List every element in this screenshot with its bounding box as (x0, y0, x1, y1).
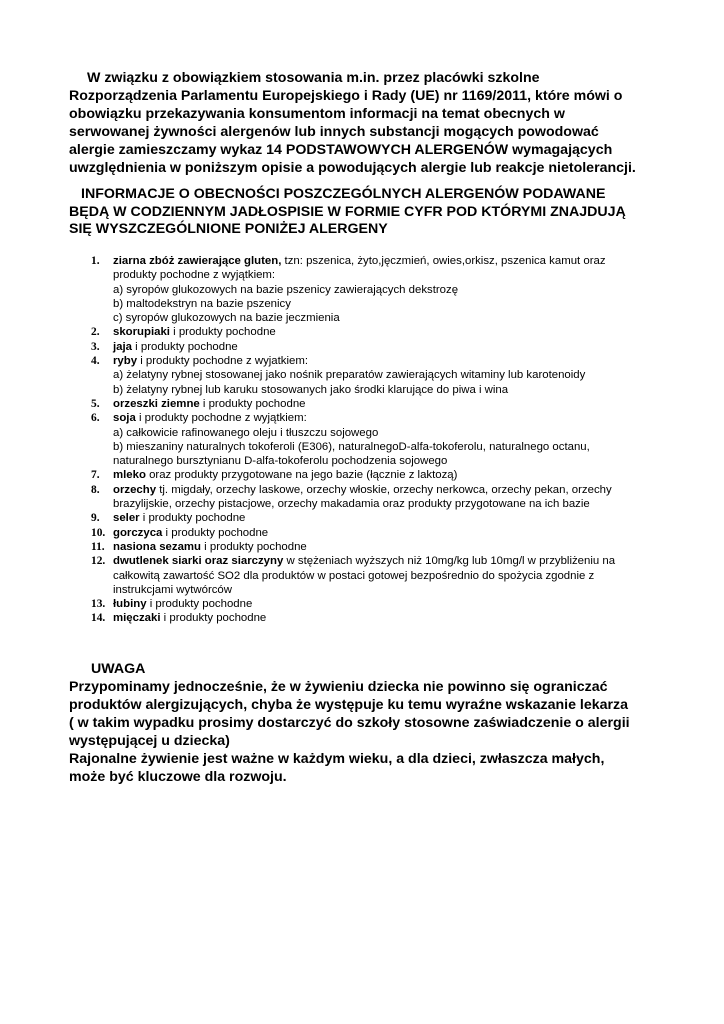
intro-line: Rozporządzenia Parlamentu Europejskiego i Rady (UE) nr 1169/2011, które mówi o (69, 88, 623, 104)
allergen-name: seler (113, 512, 140, 525)
intro-line: obowiązku przekazywania konsumentom informacji na temat obecnych w (69, 106, 565, 122)
intro-line: alergie zamieszczamy wykaz 14 PODSTAWOWYCH ALERGENÓW wymagających (69, 142, 613, 158)
info-heading (69, 186, 669, 239)
allergen-item (69, 468, 669, 482)
allergen-name: skorupiaki (113, 326, 170, 339)
allergen-item (69, 554, 669, 597)
allergen-number: 14. (91, 612, 106, 625)
allergen-description: i produkty pochodne (162, 526, 269, 539)
allergen-detail-line: a) żelatyny rybnej stosowanej jako nośnik preparatów zawierających witaminy lub karotenoidy (113, 369, 586, 382)
allergen-number: 6. (91, 412, 100, 425)
allergen-item (69, 597, 669, 611)
uwaga-line: ( w takim wypadku prosimy dostarczyć do szkoły stosowne zaświadczenie o alergii (69, 715, 630, 731)
allergen-description: tj. migdały, orzechy laskowe, orzechy włoskie, orzechy nerkowca, orzechy pekan, orzechy (156, 483, 612, 496)
allergen-item (69, 540, 669, 554)
allergen-item (69, 511, 669, 525)
allergen-description: i produkty pochodne z wyjątkiem: (135, 412, 307, 425)
allergen-name: jaja (113, 340, 132, 353)
allergen-name: orzeszki ziemne (113, 397, 200, 410)
allergen-name: orzechy (113, 483, 157, 496)
allergen-number: 1. (91, 255, 100, 267)
allergen-item (69, 483, 669, 512)
uwaga-line: występującej u dziecka) (69, 733, 230, 749)
allergen-item (69, 325, 669, 339)
uwaga-line: może być kluczowe dla rozwoju. (69, 769, 287, 785)
allergen-description: w stężeniach wyższych niż 10mg/kg lub 10mg/l w przybliżeniu na (283, 555, 616, 568)
allergen-item (69, 340, 669, 354)
allergen-detail-line: brazylijskie, orzechy pistacjowe, orzechy makadamia oraz produkty przygotowane na ich bazie (113, 498, 590, 511)
allergen-detail-line: naturalnego bursztynianu D-alfa-tokoferolu pochodzenia sojowego (113, 455, 448, 468)
intro-line: serwowanej żywności alergenów lub innych substancji mogących powodować (69, 124, 599, 140)
allergen-item (69, 397, 669, 411)
uwaga-paragraph (69, 678, 689, 786)
allergen-name: ryby (113, 355, 138, 368)
allergen-detail-line: a) syropów glukozowych na bazie pszenicy zawierających dekstrozę (113, 283, 459, 296)
uwaga-line: produktów alergizujących, chyba że występuje ku temu wyraźne wskazanie lekarza (69, 697, 629, 713)
allergen-detail-line: produkty pochodne z wyjątkiem: (113, 269, 276, 282)
allergen-detail-line: b) żelatyny rybnej lub karuku stosowanych jako środki klarujące do piwa i wina (113, 383, 509, 396)
allergen-number: 3. (91, 340, 100, 353)
allergen-name: nasiona sezamu (113, 540, 201, 553)
uwaga-line: Rajonalne żywienie jest ważne w każdym wieku, a dla dzieci, zwłaszcza małych, (69, 751, 605, 767)
allergen-item (69, 254, 669, 325)
allergen-description: i produkty pochodne (132, 340, 238, 353)
allergen-name: ziarna zbóż zawierające gluten, (113, 255, 282, 267)
allergen-description: i produkty pochodne (160, 612, 267, 625)
allergen-number: 8. (91, 483, 100, 496)
allergen-description: i produkty pochodne z wyjatkiem: (137, 355, 309, 368)
allergen-number: 4. (91, 355, 100, 368)
allergen-description: oraz produkty przygotowane na jego bazie (łącznie z laktozą) (145, 469, 458, 482)
intro-line: W związku z obowiązkiem stosowania m.in. przez placówki szkolne (87, 70, 540, 86)
allergen-number: 2. (91, 326, 100, 339)
allergen-number: 11. (91, 540, 105, 553)
allergen-number: 13. (91, 598, 106, 611)
allergen-name: łubiny (113, 598, 147, 611)
intro-line: uwzględnienia w poniższym opisie a powodujących alergie lub reakcje nietolerancji. (69, 160, 636, 176)
allergen-item (69, 354, 669, 397)
info-heading-line: INFORMACJE O OBECNOŚCI POSZCZEGÓLNYCH ALERGENÓW PODAWANE (81, 186, 606, 202)
allergen-detail-line: instrukcjami wytwórców (113, 583, 232, 596)
allergen-number: 12. (91, 555, 106, 568)
allergen-description: i produkty pochodne (146, 598, 253, 611)
allergen-detail-line: a) całkowicie rafinowanego oleju i tłuszczu sojowego (113, 426, 379, 439)
allergen-detail-line: b) maltodekstryn na bazie pszenicy (113, 297, 291, 310)
allergen-description: i produkty pochodne (199, 397, 306, 410)
allergen-number: 9. (91, 512, 100, 525)
allergen-name: mleko (113, 469, 146, 482)
allergen-list (69, 254, 669, 626)
allergen-detail-line: b) mieszaniny naturalnych tokoferoli (E306), naturalnegoD-alfa-tokoferolu, naturalnego octanu, (113, 440, 590, 453)
allergen-description: i produkty pochodne (201, 540, 307, 553)
allergen-number: 7. (91, 469, 100, 482)
allergen-name: mięczaki (113, 612, 161, 625)
allergen-item (69, 411, 669, 468)
allergen-description: i produkty pochodne (169, 326, 276, 339)
allergen-description: i produkty pochodne (139, 512, 246, 525)
uwaga-title: UWAGA (91, 661, 146, 677)
allergen-description: tzn: pszenica, żyto,jęczmień, owies,orkisz, pszenica kamut oraz (281, 255, 606, 267)
allergen-name: dwutlenek siarki oraz siarczyny (113, 555, 284, 568)
allergen-name: soja (113, 412, 136, 425)
allergen-number: 10. (91, 526, 106, 539)
allergen-detail-line: c) syropów glukozowych na bazie jeczmienia (113, 312, 340, 325)
info-heading-line: SIĘ WYSZCZEGÓLNIONE PONIŻEJ ALERGENY (69, 221, 388, 237)
allergen-item (69, 526, 669, 540)
allergen-item (69, 611, 669, 625)
allergen-detail-line: całkowitą zawartość SO2 dla produktów w postaci gotowej bezpośrednio do spożycia zgodnie z (113, 569, 595, 582)
intro-paragraph (69, 69, 669, 177)
info-heading-line: BĘDĄ W CODZIENNYM JADŁOSPISIE W FORMIE CYFR POD KTÓRYMI ZNAJDUJĄ (69, 203, 626, 220)
allergen-name: gorczyca (113, 526, 163, 539)
uwaga-line: Przypominamy jednocześnie, że w żywieniu dziecka nie powinno się ograniczać (69, 679, 608, 695)
allergen-number: 5. (91, 397, 100, 410)
